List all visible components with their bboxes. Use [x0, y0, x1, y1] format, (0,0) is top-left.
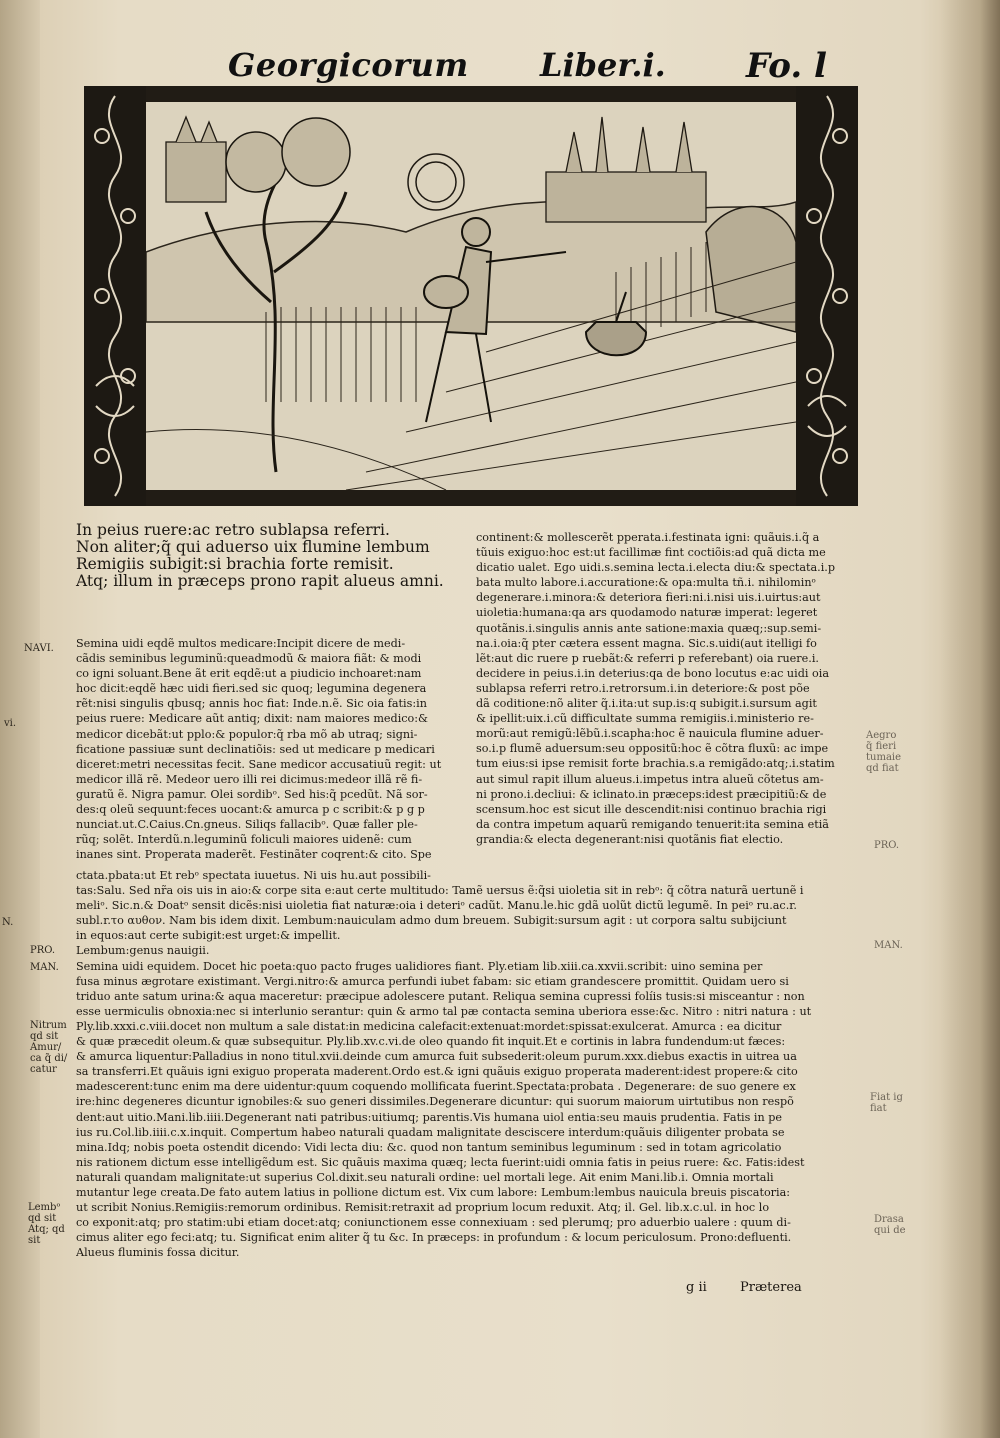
commentary-line: aut simul rapit illum alueus.i.impetus intra alueũ cõtetus am- — [476, 772, 824, 786]
commentary-right-column — [476, 530, 858, 847]
commentary-line: decidere in peius.i.in deterius:qa de bono locutus e:ac uidi oia — [476, 666, 829, 680]
floral-border-right — [796, 86, 858, 506]
floral-border-left — [84, 86, 146, 506]
running-head-title: Georgicorum — [228, 46, 469, 84]
commentary-line: Ply.lib.xxxi.c.viii.docet non multum a sale distat:in medicina calefacit:extenuat:mordet:spissat:exulcerat. Amurca : ea dicitur — [76, 1019, 782, 1033]
commentary-line: fusa minus ægrotare existimant. Vergi.nitro:& amurca perfundi iubet fabam: sic etiam grandescere promittit. Quidam uero si — [76, 974, 789, 988]
commentary-line: dicatio ualet. Ego uidi.s.semina lecta.i.electa diu:& spectata.i.p — [476, 561, 836, 575]
commentary-line: Lembum:genus nauigii. — [76, 944, 210, 958]
commentary-line: quotãnis.i.singulis annis ante satione:maxia quæq;:sup.semi- — [476, 621, 822, 635]
commentary-line: cãdis seminibus leguminũ:queadmodũ & maiora fiãt: & modi — [76, 652, 422, 666]
commentary-line: Alueus fluminis fossa dicitur. — [76, 1246, 240, 1260]
commentary-line: & amurca liquentur:Palladius in nono titul.xvii.deinde cum amurca fuit subsederit:oleum purum.xxx.diebus exactis in uitrea ua — [76, 1050, 797, 1064]
commentary-line: lẽt:aut dic ruere p ruebãt:& referri p referebant) oia ruere.i. — [476, 651, 819, 665]
woodcut-border-top — [146, 86, 796, 102]
margin-note-right-man: MAN. — [874, 940, 903, 951]
commentary-line: medicor illã rẽ. Medeor uero illi rei dicimus:medeor illã rẽ fi- — [76, 772, 423, 786]
commentary-line: triduo ante satum urina:& aqua maceretur: præcipue adolescere putant. Reliqua semina cupressi folíis tusis:si misceantur : non — [76, 989, 805, 1003]
commentary-line: des:q oleũ sequunt:feces uocant:& amurca p c scribit:& p g p — [76, 803, 425, 817]
commentary-line: co exponit:atq; pro statim:ubi etiam docet:atq; coniunctionem esse connexiuam : sed plerumq; pro aduerbio ualere : quum di- — [76, 1216, 791, 1230]
sower-scene — [146, 102, 796, 490]
commentary-line: ire:hinc degeneres dicuntur ignobiles:& suo generi dissimiles.Degenerare dicuntur: qui suorum maiorum uirtutibus non respõ — [76, 1095, 794, 1109]
commentary-line: Semina uidi eqdẽ multos medicare:Incipit dicere de medi- — [76, 637, 406, 650]
commentary-line: peius ruere: Medicare aũt antiq; dixit: nam maiores medico:& — [76, 712, 429, 726]
commentary-line: & quæ præcedit oleum.& quæ subsequitur. Ply.lib.xv.c.vi.de oleo quando fit inquit.Et e cortinis in labra fundendum:ut fæces: — [76, 1035, 786, 1049]
commentary-line: esse uermiculis obnoxia:nec si interlunio serantur: quin & armo tal pæ contacta semina uberiora esse:&c. Nitro : nitri natura : ut — [76, 1004, 812, 1018]
commentary-line: co igni soluant.Bene ãt erit eqdẽ:ut a piudicio inchoaret:nam — [76, 667, 422, 681]
running-head-book: Liber.i. — [540, 46, 666, 84]
commentary-line: ius ru.Col.lib.iiii.c.x.inquit. Compertum habeo naturali quadam malignitate desciscere interdum:quãuis diligenter probata se — [76, 1125, 785, 1139]
commentary-line: sublapsa referri retro.i.retrorsum.i.in deteriore:& post põe — [476, 681, 810, 695]
margin-note-n: N. — [2, 917, 14, 928]
commentary-line: ut scribit Nonius.Remigiis:remorum ordinibus. Remisit:retraxit ad proprium locum reduxit. Atq; il. Gel. lib.x.c.ul. in hoc lo — [76, 1201, 770, 1215]
woodcut-border-bottom — [146, 490, 796, 506]
commentary-line: naturali quandam malignitate:ut superius Col.dixit.seu naturali ordine: uel mortali lege. Ait enim Mani.lib.i. Omnia mortali — [76, 1170, 774, 1184]
commentary-line: bata multo labore.i.accuratione:& opa:multa tñ.i. nihilominᵒ — [476, 576, 816, 590]
commentary-line: mina.Idq; nobis poeta ostendit dicendo: Vidi lecta diu: &c. quod non tantum seminibus leguminum : sed in totam agricolatio — [76, 1140, 782, 1154]
commentary-line: ni prono.i.decliui: & iclinato.in præceps:idest præcipitiũ:& de — [476, 787, 827, 801]
commentary-line: na.i.oia:q̃ pter cætera essent magna. Sic.s.uidi(aut itelligi fo — [476, 636, 817, 650]
poem-verses — [76, 522, 476, 590]
margin-note-nitrum: Nitrum qd sit Amur/ ca q̃ di/ catur — [30, 1020, 68, 1075]
commentary-line: rẽt:nisi singulis qbusq; annis hoc fiat: Inde.n.ẽ. Sic oia fatis:in — [76, 697, 427, 711]
commentary-line: hoc dicit:eqdẽ hæc uidi fieri.sed sic quoq; legumina degenera — [76, 682, 427, 696]
commentary-line: rũq; solẽt. Interdũ.n.leguminũ foliculi maiores uidenẽ: cum — [76, 833, 412, 847]
commentary-line: degenerare.i.minora:& deteriora fieri:ni.i.nisi uis.i.uirtus:aut — [476, 591, 821, 605]
commentary-line: tum eius:si ipse remisit forte brachia.s.a remigãdo:atq;.i.statim — [476, 757, 835, 771]
margin-note-pro: PRO. — [30, 945, 56, 956]
commentary-line: sa transferri.Et quãuis igni exiguo properata maderent.Ordo est.& igni quãuis exiguo properata maderent:idest propere:& cito — [76, 1065, 798, 1079]
margin-note-man: MAN. — [30, 962, 59, 973]
commentary-line: inanes sint. Properata maderẽt. Festinãter coqrent:& cito. Spe — [76, 848, 432, 862]
commentary-line: da contra impetum aquarũ remigando tenuerit:ita semina etiã — [476, 817, 829, 831]
commentary-line: nunciat.ut.C.Caius.Cn.gneus. Siliqs fallacibᵒ. Quæ faller ple- — [76, 818, 418, 832]
commentary-line: ctata.pbata:ut Et rebᵒ spectata iuuetus. Ni uis hu.aut possibili- — [76, 869, 431, 882]
commentary-line: morũ:aut remigũ:lẽbũ.i.scapha:hoc ẽ nauicula flumine aduer- — [476, 727, 824, 741]
woodcut-illustration — [84, 86, 858, 506]
margin-note-right-c: Drasa qui de — [874, 1214, 906, 1236]
commentary-line: guratũ ẽ. Nigra pamur. Olei sordibᵒ. Sed his:q̃ pcedũt. Nã sor- — [76, 787, 428, 801]
folio-number: Fo. l — [746, 46, 827, 86]
commentary-line: grandia:& electa degenerant:nisi quotãnis fiat electio. — [476, 832, 784, 846]
commentary-line: cimus aliter ego feci:atq; tu. Significat enim aliter q̃ tu &c. In præceps: in profundum : & locum periculosum. Prono:defluenti. — [76, 1231, 792, 1245]
commentary-line: scensum.hoc est sicut ille descendit:nisi continuo brachia rigi — [476, 802, 827, 816]
commentary-line: & ipellit:uix.i.cũ difficultate summa remigiis.i.ministerio re- — [476, 712, 814, 726]
commentary-line: diceret:metri necessitas fecit. Sane medicor accusatiuũ regit: ut — [76, 757, 442, 771]
margin-note-navi: NAVI. — [24, 643, 54, 654]
commentary-line: dent:aut uitio.Mani.lib.iiii.Degenerant nati patribus:uitiumq; parentis.Vis humana uiol entia:seu mauis prudentia. Fatis in pe — [76, 1110, 783, 1124]
commentary-line: medicor dicebãt:ut pplo:& populor:q̃ rba mõ ab utraq; signi- — [76, 727, 418, 741]
commentary-line: tas:Salu. Sed nr̃a ois uis in aio:& corpe sita e:aut certe multitudo: Tamẽ uersus ẽ:q̃si uioletia sit in rebᵒ: q̃ cõtra naturã uertunẽ i — [76, 884, 804, 898]
commentary-left-column — [76, 636, 468, 862]
commentary-line: meliᵒ. Sic.n.& Doatᵒ sensit dicẽs:nisi uioletia fiat naturæ:oia i deteriᵒ cadũt. Manu.le.hic gdã uolũt dictũ legumẽ. In peiᵒ ru.ac.r. — [76, 899, 797, 913]
commentary-line: tũuis exiguo:hoc est:ut facillimæ fint coctiõis:ad quã dicta me — [476, 546, 826, 560]
commentary-line: in equos:aut certe subigit:est urget:& impellit. — [76, 929, 341, 943]
commentary-full-width — [76, 868, 860, 1260]
commentary-line: so.i.p flumẽ aduersum:seu oppositũ:hoc ẽ cõtra fluxũ: ac impe — [476, 742, 829, 756]
verse-line: Non aliter;q̃ qui aduerso uix flumine lembum — [76, 538, 430, 556]
margin-note-right-pro: PRO. — [874, 840, 900, 851]
margin-note-lembus: Lembᵒ qd sit Atq; qd sit — [28, 1202, 65, 1246]
margin-note-right-b: Fiat ig fiat — [870, 1092, 903, 1114]
verse-line: Atq; illum in præceps prono rapit alueus amni. — [76, 572, 444, 590]
signature-mark: g ii — [686, 1280, 707, 1295]
verse-line: In peius ruere:ac retro sublapsa referri. — [76, 521, 390, 539]
commentary-line: subl.r.το αυθον. Nam bis idem dixit. Lembum:nauiculam admo dum breuem. Subigit:sursum agit : ut corpora saltu subijciunt — [76, 914, 787, 928]
catchword: Præterea — [740, 1280, 802, 1295]
commentary-line: madescerent:tunc enim ma dere uidentur:quum coquendo mollificata fuerint.Spectata:probata . Degenerare: de suo genere ex — [76, 1080, 796, 1094]
running-head — [0, 40, 1000, 90]
commentary-line: ficatione passiuæ sunt declinatiõis: sed ut medicare p medicari — [76, 742, 435, 756]
commentary-line: mutantur lege creata.De fato autem latius in pollione dictum est. Vix cum labore: Lembum:lembus nauicula breuis piscatoria: — [76, 1185, 791, 1199]
margin-note-right-a: Aegro q̃ fieri tumaie qd fiat — [866, 730, 902, 774]
page-footer — [0, 1280, 1000, 1300]
commentary-line: dã coditione:nõ aliter q̃.i.ita:ut sup.is:q subigit.i.sursum agit — [476, 697, 817, 711]
commentary-line: Semina uidi equidem. Docet hic poeta:quo pacto fruges ualidiores fiant. Ply.etiam lib.xiii.ca.xxvii.scribit: uino semina per — [76, 959, 763, 973]
page-edge-shadow — [940, 0, 1000, 1438]
margin-note-vi: vi. — [4, 718, 17, 729]
commentary-line: continent:& mollescerẽt pperata.i.festinata igni: quãuis.i.q̃ a — [476, 531, 820, 544]
commentary-line: nis rationem dictum esse intelligẽdum est. Sic quãuis maxima quæq; lecta fuerint:uidi omnia fatis in peius ruere: &c. Fatis:idest — [76, 1155, 805, 1169]
verse-line: Remigiis subigit:si brachia forte remisit. — [76, 555, 394, 573]
commentary-line: uioletia:humana:qa ars quodamodo naturæ imperat: legeret — [476, 606, 818, 620]
